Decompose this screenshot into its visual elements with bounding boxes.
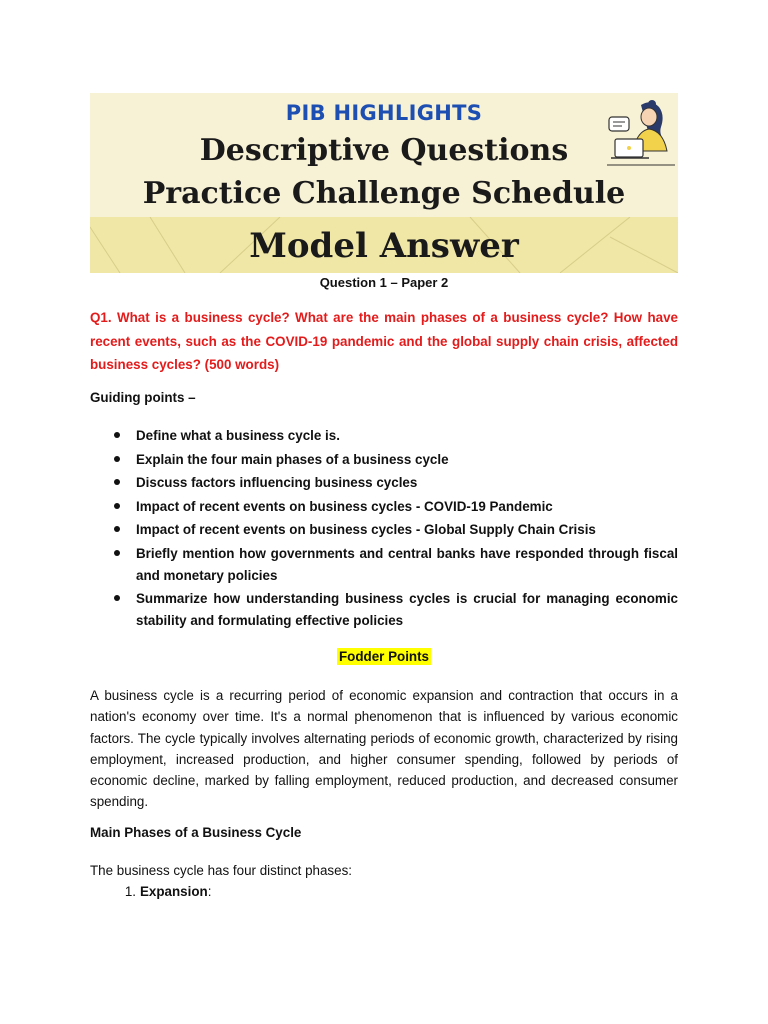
main-phases-heading: Main Phases of a Business Cycle [90,825,302,840]
business-cycle-paragraph: A business cycle is a recurring period of economic expansion and contraction that occurs in a nation's economy over time. It's a normal phenomenon that is influenced by various economic factors. The cycle typically involves alternating periods of economic growth, characterized by rising employment, increased production, and higher consumer spending, followed by periods of economic decline, marked by falling employment, reduced production, and decreased consumer spending. [90,688,678,810]
banner-title-line3: Model Answer [249,226,519,266]
phases-intro: The business cycle has four distinct phases: [90,863,352,878]
bullet-icon [114,595,120,601]
bullet-icon [114,432,120,438]
list-item: Discuss factors influencing business cycles [90,472,678,494]
list-item: Summarize how understanding business cycles is crucial for managing economic stability and formulating effective policies [90,588,678,632]
list-item: Define what a business cycle is. [90,425,678,447]
bullet-icon [114,456,120,462]
question-subheading: Question 1 – Paper 2 [319,275,449,290]
banner-title-line1: Descriptive Questions [199,133,569,168]
bullet-icon [114,479,120,485]
list-item [90,884,211,899]
bullet-icon [114,526,120,532]
header-banner [90,93,678,273]
question-text: Q1. What is a business cycle? What are the main phases of a business cycle? How have recent events, such as the COVID-19 pandemic and the global supply chain crisis, affected business cycles? (500 words) [90,310,678,372]
guiding-points-list [90,425,678,634]
phase-label: Expansion [140,884,208,899]
phase-suffix: : [207,884,212,899]
banner-kicker: PIB HIGHLIGHTS [285,101,483,125]
list-item: Briefly mention how governments and central banks have responded through fiscal and monetary policies [90,543,678,587]
bullet-icon [114,550,120,556]
list-item: Impact of recent events on business cycles - Global Supply Chain Crisis [90,519,678,541]
fodder-points-heading: Fodder Points [338,649,429,664]
fodder-heading-row [0,648,768,666]
phases-list [90,884,211,899]
phase-number: 1. [124,884,136,899]
list-item: Explain the four main phases of a business cycle [90,449,678,471]
bullet-icon [114,503,120,509]
guiding-points-label: Guiding points – [90,390,196,405]
banner-title-line2: Practice Challenge Schedule [142,176,626,211]
woman-with-laptop-illustration [605,99,677,173]
list-item: Impact of recent events on business cycles - COVID-19 Pandemic [90,496,678,518]
